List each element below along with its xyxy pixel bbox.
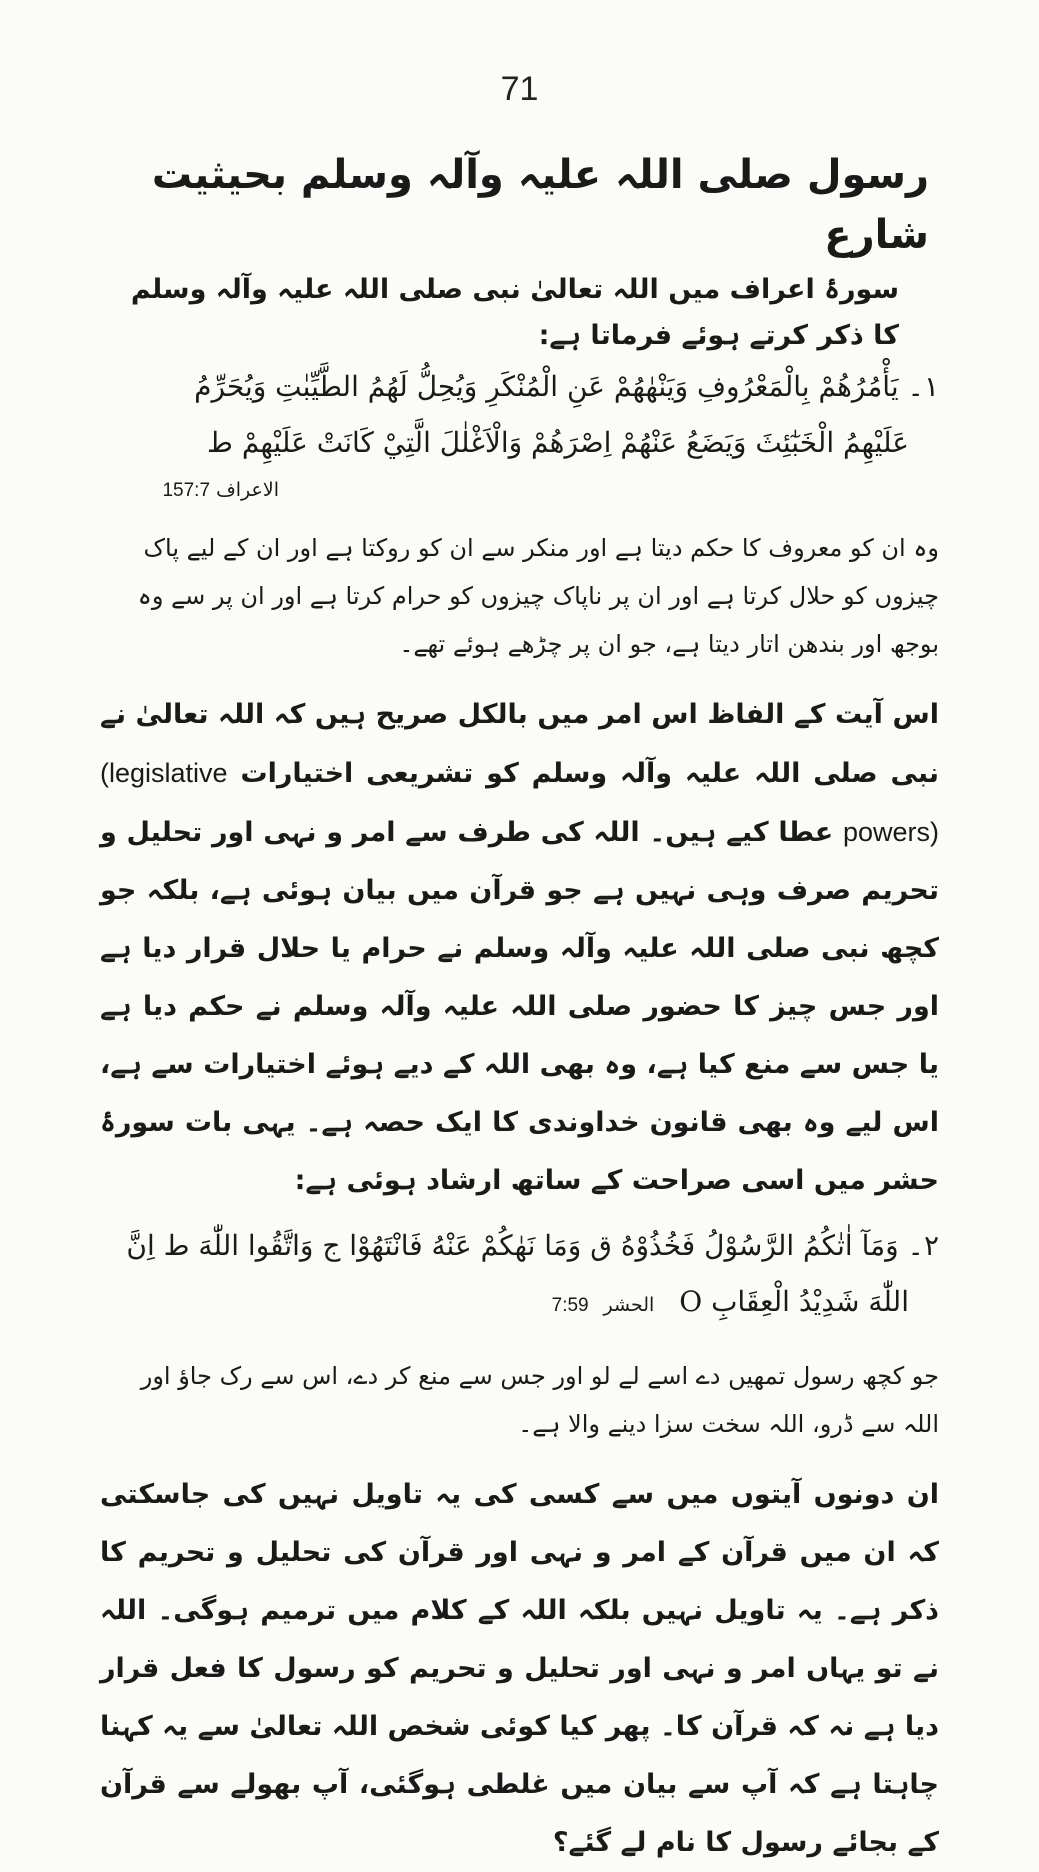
ayah-2-line-2 [100,1274,909,1334]
page-content [100,145,939,1872]
ayah-1-line-1: ١۔ يَأْمُرُهُمْ بِالْمَعْرُوفِ وَيَنْهٰهُمْ عَنِ الْمُنْكَرِ وَيُحِلُّ لَهُمُ الطَّيِّبٰتِ وَيُحَرِّمُ [194,370,939,403]
paragraph-1-part-a: اس آیت کے الفاظ اس امر میں بالکل صریح ہیں کہ اللہ تعالیٰ نے نبی صلی اللہ علیہ وآلہ وسلم کو تشریعی اختیارات [100,699,940,789]
ayah-2-line-2-text: اللّٰهَ شَدِيْدُ الْعِقَابِ O [679,1285,909,1318]
ayah-1-reference [100,475,939,506]
ayah-1-ref-number: 157:7 [162,480,211,501]
page-number: 71 [500,70,539,108]
chapter-heading: رسول صلی اللہ علیہ وآلہ وسلم بحیثیت شارع [151,152,929,258]
legislative-powers-term: (legislative powers) [100,758,939,847]
translation-1: وہ ان کو معروف کا حکم دیتا ہے اور منکر سے ان کو روکتا ہے اور ان کے لیے پاک چیزوں کو حلال کرتا ہے اور ان پر ناپاک چیزوں کو حرام کرتا ہے اور ان پر سے وہ بوجھ اور بندھن اتار دیتا ہے، جو ان پر چڑھے ہوئے تھے۔ [137,534,939,658]
intro-line: سورۂ اعراف میں اللہ تعالیٰ نبی صلی اللہ علیہ وآلہ وسلم کا ذکر کرتے ہوئے فرماتا ہے: [130,274,899,351]
ayah-block-1 [100,359,939,506]
ayah-2-ref-surah: الحشر [603,1294,655,1316]
ayah-2-ref-number: 7:59 [551,1295,589,1316]
ayah-1-line-2: عَلَيْهِمُ الْخَبٰٓئِثَ وَيَضَعُ عَنْهُمْ اِصْرَهُمْ وَالْاَغْلٰلَ الَّتِيْ كَانَتْ عَلَيْهِمْ ط [207,426,909,459]
ayah-2-line-1: ٢۔ وَمَآ اٰتٰكُمُ الرَّسُوْلُ فَخُذُوْهُ ق وَمَا نَهٰكُمْ عَنْهُ فَانْتَهُوْا ج وَاتَّقُوا اللّٰهَ ط اِنَّ [126,1229,939,1262]
paragraph-1-part-b: عطا کیے ہیں۔ اللہ کی طرف سے امر و نہی اور تحلیل و تحریم صرف وہی نہیں ہے جو قرآن میں بیان ہوئی ہے، بلکہ جو کچھ نبی صلی اللہ علیہ وآلہ وسلم نے حرام یا حلال قرار دیا ہے اور جس چیز کا حضور صلی اللہ علیہ وآلہ وسلم نے حکم دیا ہے یا جس سے منع کیا ہے، وہ بھی اللہ کے دیے ہوئے اختیارات سے ہے، اس لیے وہ بھی قانون خداوندی کا ایک حصہ ہے۔ یہی بات سورۂ حشر میں اسی صراحت کے ساتھ ارشاد ہوئی ہے: [100,817,939,1196]
paragraph-1 [100,686,939,1210]
ayah-1-ref-surah: الاعراف [216,479,279,501]
paragraph-2: ان دونوں آیتوں میں سے کسی کی یہ تاویل نہیں کی جاسکتی کہ ان میں قرآن کے امر و نہی اور قرآن کی تحلیل و تحریم کا ذکر ہے۔ یہ تاویل نہیں بلکہ اللہ کے کلام میں ترمیم ہوگی۔ اللہ نے تو یہاں امر و نہی اور تحلیل و تحریم کو رسول کا فعل قرار دیا ہے نہ کہ قرآن کا۔ پھر کیا کوئی شخص اللہ تعالیٰ سے یہ کہنا چاہتا ہے کہ آپ سے بیان میں غلطی ہوگئی، آپ بھولے سے قرآن کے بجائے رسول کا نام لے گئے؟ [100,1479,939,1858]
ayah-block-2 [100,1218,939,1334]
translation-2: جو کچھ رسول تمھیں دے اسے لے لو اور جس سے منع کر دے، اس سے رک جاؤ اور اللہ سے ڈرو، اللہ سخت سزا دینے والا ہے۔ [140,1362,939,1438]
